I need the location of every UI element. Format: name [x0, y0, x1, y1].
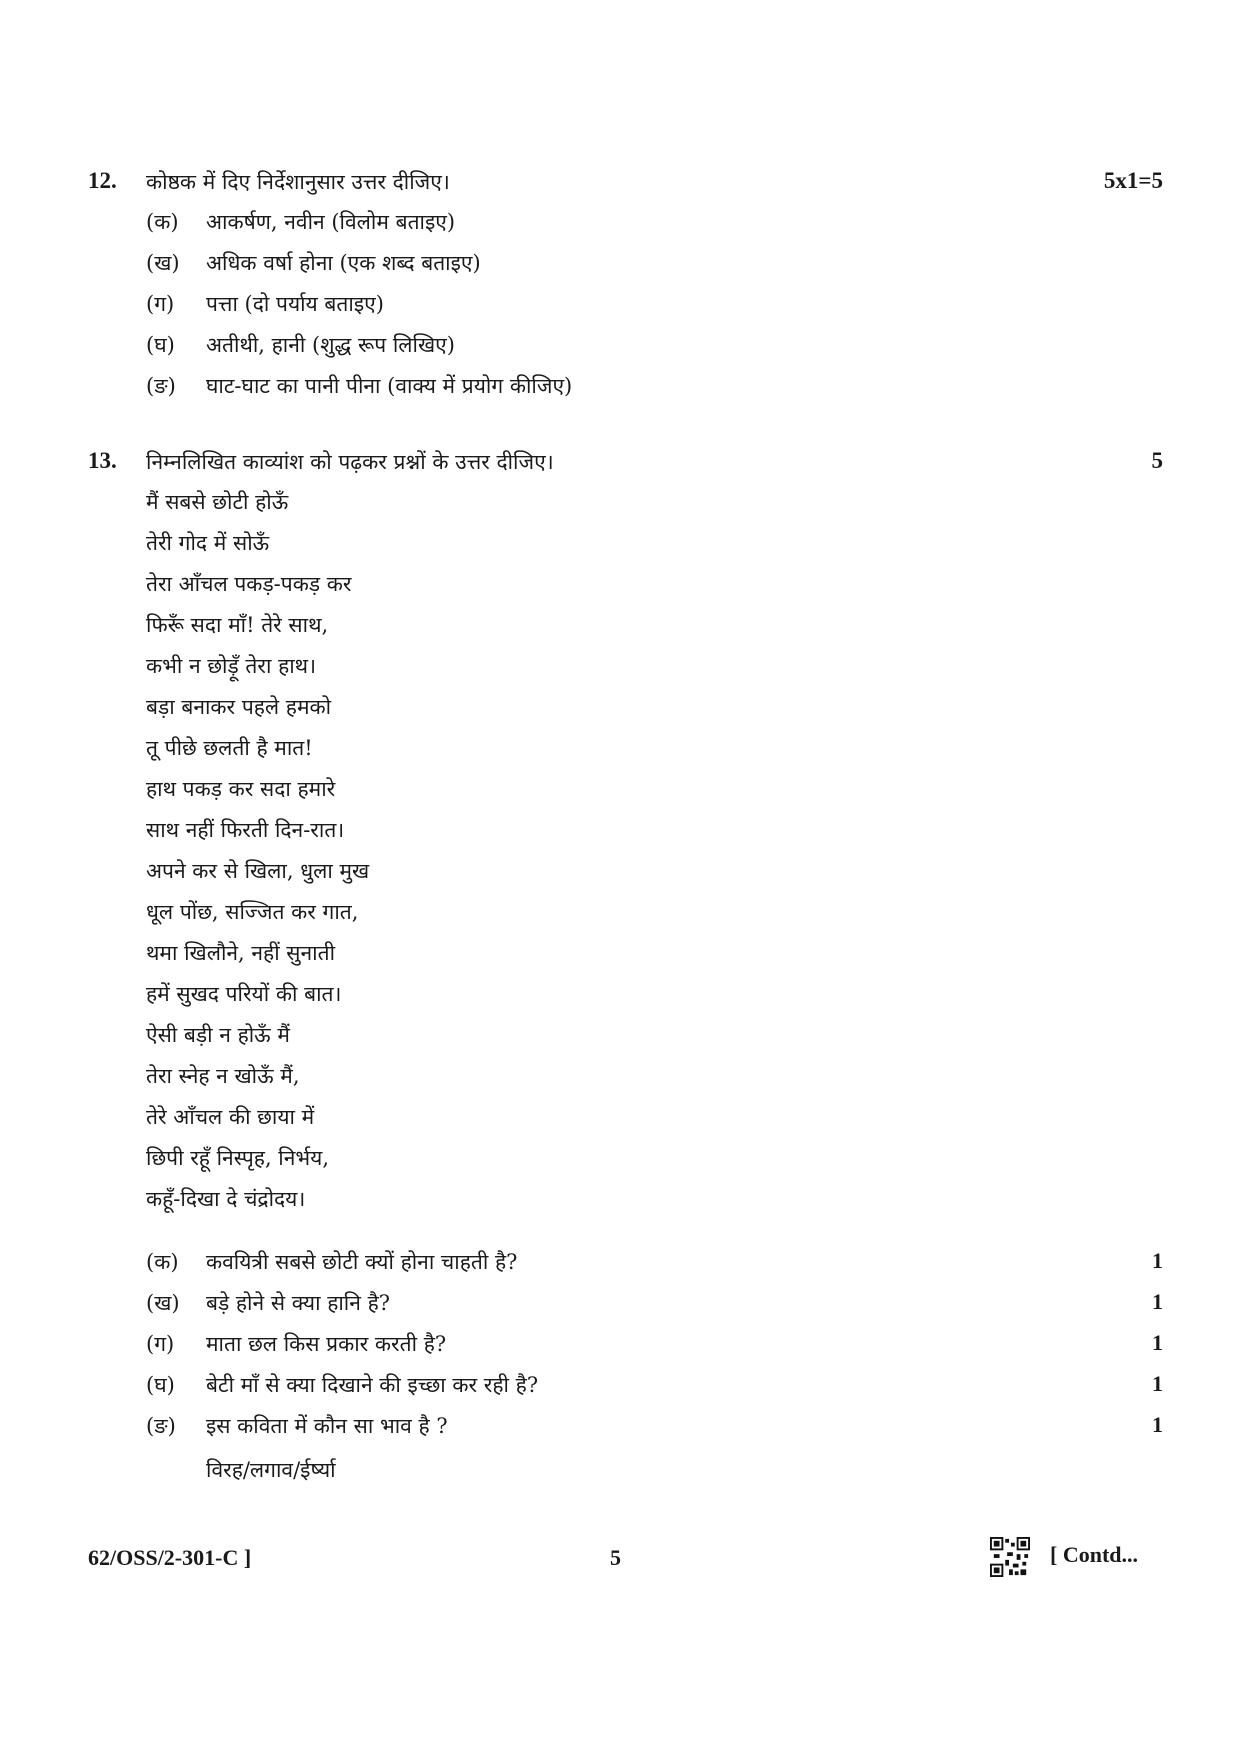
item-marks: 1: [1152, 1289, 1163, 1314]
question-number: 13.: [88, 448, 117, 473]
question-12-header: [88, 168, 1163, 208]
poem-line: ऐसी बड़ी न होऊँ मैं: [146, 1023, 290, 1047]
item-label: (क): [146, 210, 179, 234]
item-text: आकर्षण, नवीन (विलोम बताइए): [206, 210, 456, 234]
poem-line: कहूँ-दिखा दे चंद्रोदय।: [146, 1187, 306, 1211]
item-text: अधिक वर्षा होना (एक शब्द बताइए): [206, 251, 481, 275]
item-text: कवयित्री सबसे छोटी क्यों होना चाहती है?: [206, 1250, 518, 1274]
item-label: (घ): [146, 333, 175, 357]
poem-line: फिरूँ सदा माँ! तेरे साथ,: [146, 613, 329, 637]
question-number: 12.: [88, 168, 117, 193]
list-item: [146, 1371, 1163, 1412]
list-item: [146, 1412, 1163, 1453]
item-label: (ग): [146, 292, 175, 316]
item-text: पत्ता (दो पर्याय बताइए): [206, 292, 384, 316]
continued-label: [ Contd...: [1050, 1542, 1139, 1567]
poem-line: साथ नहीं फिरती दिन-रात।: [146, 818, 345, 842]
poem-line: तेरे आँचल की छाया में: [146, 1105, 315, 1129]
poem-line: तू पीछे छलती है मात!: [146, 736, 313, 760]
poem-line: कभी न छोड़ूँ तेरा हाथ।: [146, 654, 317, 678]
poem-line: तेरा आँचल पकड़-पकड़ कर: [146, 572, 352, 596]
item-marks: 1: [1152, 1248, 1163, 1273]
item-label: (ख): [146, 1291, 180, 1315]
question-13-items: [146, 1248, 1163, 1482]
item-label: (क): [146, 1250, 179, 1274]
item-marks: 1: [1152, 1330, 1163, 1355]
item-label: (ग): [146, 1332, 175, 1356]
poem-line: तेरा स्नेह न खोऊँ मैं,: [146, 1064, 300, 1088]
item-text: अतीथी, हानी (शुद्ध रूप लिखिए): [206, 333, 455, 357]
list-item: [146, 290, 1163, 331]
question-12-items: [146, 208, 1163, 413]
list-item: [146, 1330, 1163, 1371]
item-label: (ङ): [146, 1414, 176, 1438]
poem-line: अपने कर से खिला, धुला मुख: [146, 859, 370, 883]
item-text: बेटी माँ से क्या दिखाने की इच्छा कर रही है?: [206, 1373, 539, 1397]
poem-line: हाथ पकड़ कर सदा हमारे: [146, 777, 336, 801]
question-marks: 5x1=5: [1103, 168, 1163, 193]
item-label: (ङ): [146, 374, 176, 398]
item-text: घाट-घाट का पानी पीना (वाक्य में प्रयोग कीजिए): [206, 374, 573, 398]
poem-line: हमें सुखद परियों की बात।: [146, 982, 342, 1006]
poem-line: धूल पोंछ, सज्जित कर गात,: [146, 900, 359, 924]
poem-line: मैं सबसे छोटी होऊँ: [146, 490, 289, 514]
page-number: 5: [610, 1545, 621, 1570]
question-marks: 5: [1151, 448, 1163, 473]
list-item: [146, 208, 1163, 249]
question-13-header: [88, 448, 1163, 488]
paper-code: 62/OSS/2-301-C ]: [88, 1545, 252, 1570]
poem-line: बड़ा बनाकर पहले हमको: [146, 695, 332, 719]
item-label: (घ): [146, 1373, 175, 1397]
list-item: [146, 1248, 1163, 1289]
poem-stanza: [146, 488, 369, 1226]
poem-line: तेरी गोद में सोऊँ: [146, 531, 270, 555]
list-item: [146, 1289, 1163, 1330]
question-text: निम्नलिखित काव्यांश को पढ़कर प्रश्नों के उत्तर दीजिए।: [146, 450, 554, 474]
list-item: [146, 372, 1163, 413]
item-label: (ख): [146, 251, 180, 275]
item-text: माता छल किस प्रकार करती है?: [206, 1332, 447, 1356]
item-text: बड़े होने से क्या हानि है?: [206, 1291, 390, 1315]
qr-code-icon: [990, 1537, 1030, 1577]
poem-line: थमा खिलौने, नहीं सुनाती: [146, 941, 336, 965]
list-item: [146, 249, 1163, 290]
item-marks: 1: [1152, 1371, 1163, 1396]
item-text: इस कविता में कौन सा भाव है ?: [206, 1414, 448, 1438]
question-text: कोष्ठक में दिए निर्देशानुसार उत्तर दीजिए।: [146, 170, 450, 194]
item-options: विरह/लगाव/ईर्ष्या: [206, 1458, 336, 1482]
poem-line: छिपी रहूँ निस्पृह, निर्भय,: [146, 1146, 330, 1170]
item-marks: 1: [1152, 1412, 1163, 1437]
list-item: [146, 331, 1163, 372]
